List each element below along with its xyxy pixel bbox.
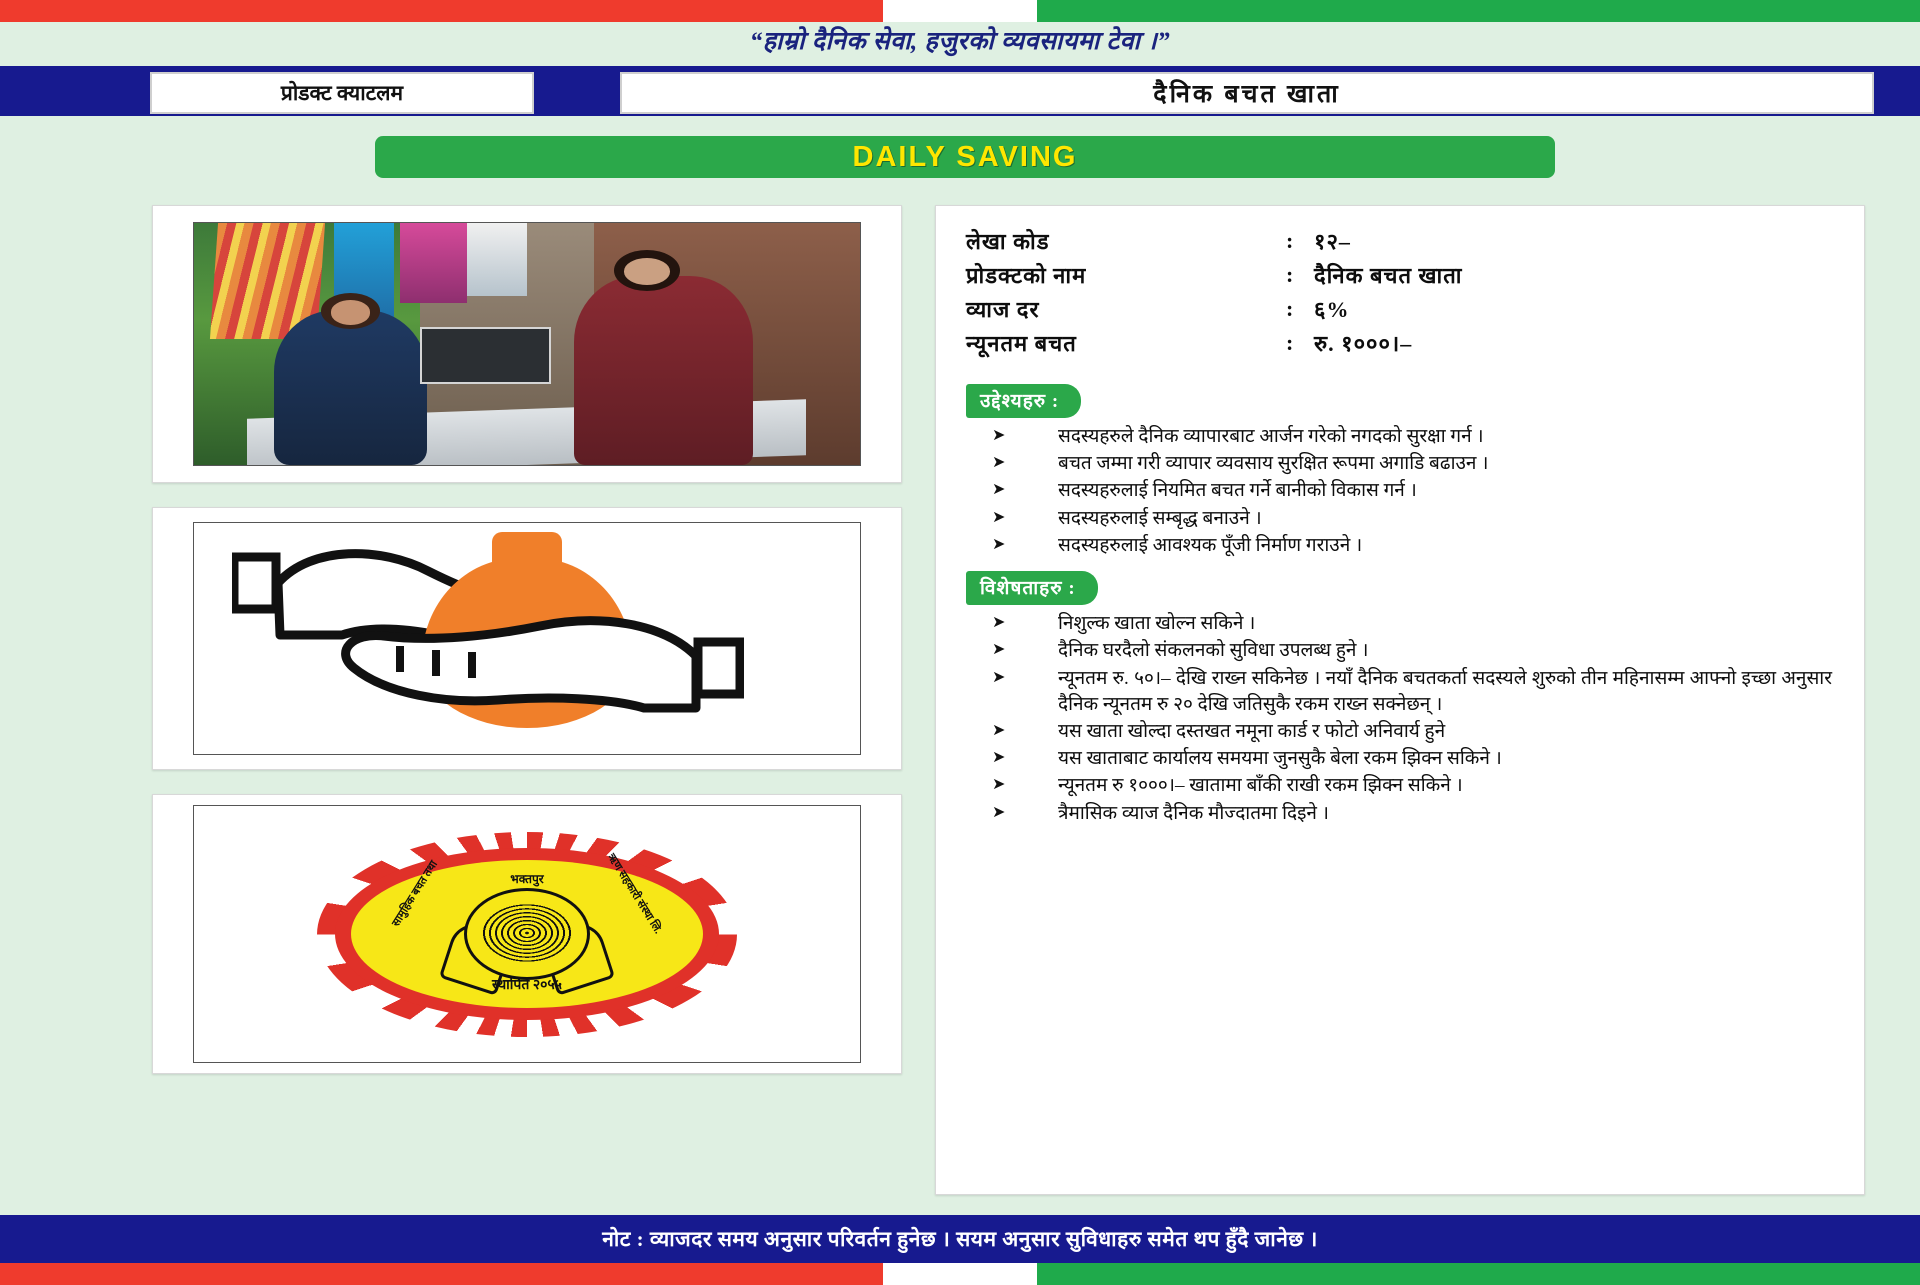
objectives-list [966, 424, 1838, 559]
logo-yellow-disc [351, 851, 703, 1008]
hands-giving-money-bag-illustration [193, 522, 861, 755]
photo-staff-face [624, 258, 671, 285]
list-item: ➤ निशुल्क खाता खोल्न सकिने । [966, 611, 1838, 637]
list-item: ➤ न्यूनतम रु. ५०।– देखि राख्न सकिनेछ । नयाँ दैनिक बचतकर्ता सदस्यले शुरुको तीन महिनासम्म आफ्नो इच्छा अनुसार दैनिक न्यूनतम रु २० देखि जतिसुकै रकम राख्न सक्नेछन् । [966, 666, 1838, 718]
cooperative-logo-card [152, 794, 902, 1074]
table-row [966, 326, 1838, 360]
features-list [966, 611, 1838, 827]
photo-laptop [420, 327, 551, 384]
list-item: ➤ सदस्यहरुले दैनिक व्यापारबाट आर्जन गरेको नगदको सुरक्षा गर्न । [966, 424, 1838, 450]
list-item: ➤ यस खाता खोल्दा दस्तखत नमूना कार्ड र फोटो अनिवार्य हुने [966, 719, 1838, 745]
shop-counter-photo [193, 222, 861, 466]
logo-top-text: भक्तपुर [510, 872, 544, 886]
spec-value-interest-rate: ६% [1314, 297, 1350, 322]
spec-label-interest-rate: व्याज दर [966, 297, 1040, 322]
top-color-bar [0, 0, 1920, 22]
list-item: ➤ यस खाताबाट कार्यालय समयमा जुनसुकै बेला रकम झिक्न सकिने । [966, 746, 1838, 772]
hand-receiving-icon [314, 608, 744, 734]
list-item: ➤ बचत जम्मा गरी व्यापार व्यवसाय सुरक्षित रूपमा अगाडि बढाउन । [966, 451, 1838, 477]
list-item: ➤ सदस्यहरुलाई सम्बृद्ध बनाउने । [966, 506, 1838, 532]
list-item: ➤ दैनिक घरदैलो संकलनको सुविधा उपलब्ध हुने । [966, 638, 1838, 664]
product-catalog-label: प्रोडक्ट क्याटलम [150, 72, 534, 114]
table-row [966, 292, 1838, 326]
photo-cloth-4 [467, 223, 527, 296]
spec-value-minimum-saving: रु. १०००।– [1314, 331, 1413, 356]
bottom-bar-red-segment [0, 1263, 883, 1285]
objectives-heading: उद्देश्यहरु : [966, 384, 1081, 418]
top-bar-red-segment [0, 0, 883, 22]
illustration-card [152, 507, 902, 770]
list-item: ➤ सदस्यहरुलाई आवश्यक पूँजी निर्माण गराउने । [966, 533, 1838, 559]
logo-outer-ring [317, 832, 737, 1037]
banner-title: DAILY SAVING [375, 136, 1555, 178]
logo-right-arc-text: ऋण सहकारी संस्था लि. [605, 851, 665, 936]
logo-bottom-text: स्थापित २०५५ [492, 978, 562, 993]
spec-value-account-code: १२– [1314, 229, 1351, 254]
top-bar-white-segment [883, 0, 1037, 22]
bottom-color-bar [0, 1263, 1920, 1285]
logo-red-ring [335, 848, 719, 1020]
table-row [966, 224, 1838, 258]
list-item: ➤ न्यूनतम रु १०००।– खातामा बाँकी राखी रकम झिक्न सकिने । [966, 773, 1838, 799]
spec-colon-1: : [1286, 262, 1294, 287]
photo-person-customer [274, 310, 427, 465]
table-row [966, 258, 1838, 292]
cooperative-logo [193, 805, 861, 1063]
photo-card [152, 205, 902, 483]
product-title: दैनिक बचत खाता [620, 72, 1874, 114]
spec-label-account-code: लेखा कोड [966, 229, 1050, 254]
photo-person-staff [574, 276, 754, 465]
footer-note: नोट : व्याजदर समय अनुसार परिवर्तन हुनेछ । सयम अनुसार सुविधाहरु समेत थप हुँदै जानेछ । [0, 1215, 1920, 1263]
details-panel [935, 205, 1865, 1195]
list-item: ➤ त्रैमासिक व्याज दैनिक मौज्दातमा दिइने । [966, 801, 1838, 827]
spec-value-product-name: दैनिक बचत खाता [1314, 263, 1463, 288]
features-heading: विशेषताहरु : [966, 571, 1098, 605]
bottom-bar-green-segment [1037, 1263, 1920, 1285]
bottom-bar-white-segment [883, 1263, 1037, 1285]
photo-customer-face [331, 300, 371, 324]
specification-table [966, 224, 1838, 360]
top-bar-green-segment [1037, 0, 1920, 22]
spec-colon-2: : [1286, 296, 1294, 321]
logo-coin-pile [464, 888, 590, 980]
spec-label-product-name: प्रोडक्टको नाम [966, 263, 1087, 288]
spec-colon-3: : [1286, 330, 1294, 355]
list-item: ➤ सदस्यहरुलाई नियमित बचत गर्ने बानीको विकास गर्न । [966, 478, 1838, 504]
spec-label-minimum-saving: न्यूनतम बचत [966, 331, 1077, 356]
logo-left-arc-text: सामुहिक बचत तथा [390, 858, 441, 929]
left-image-column [152, 205, 902, 1098]
spec-colon-0: : [1286, 228, 1294, 253]
slogan-text: “हाम्रो दैनिक सेवा, हजुरको व्यवसायमा टेवा ।” [749, 28, 1171, 55]
photo-cloth-3 [400, 223, 467, 303]
header-band [0, 66, 1920, 116]
